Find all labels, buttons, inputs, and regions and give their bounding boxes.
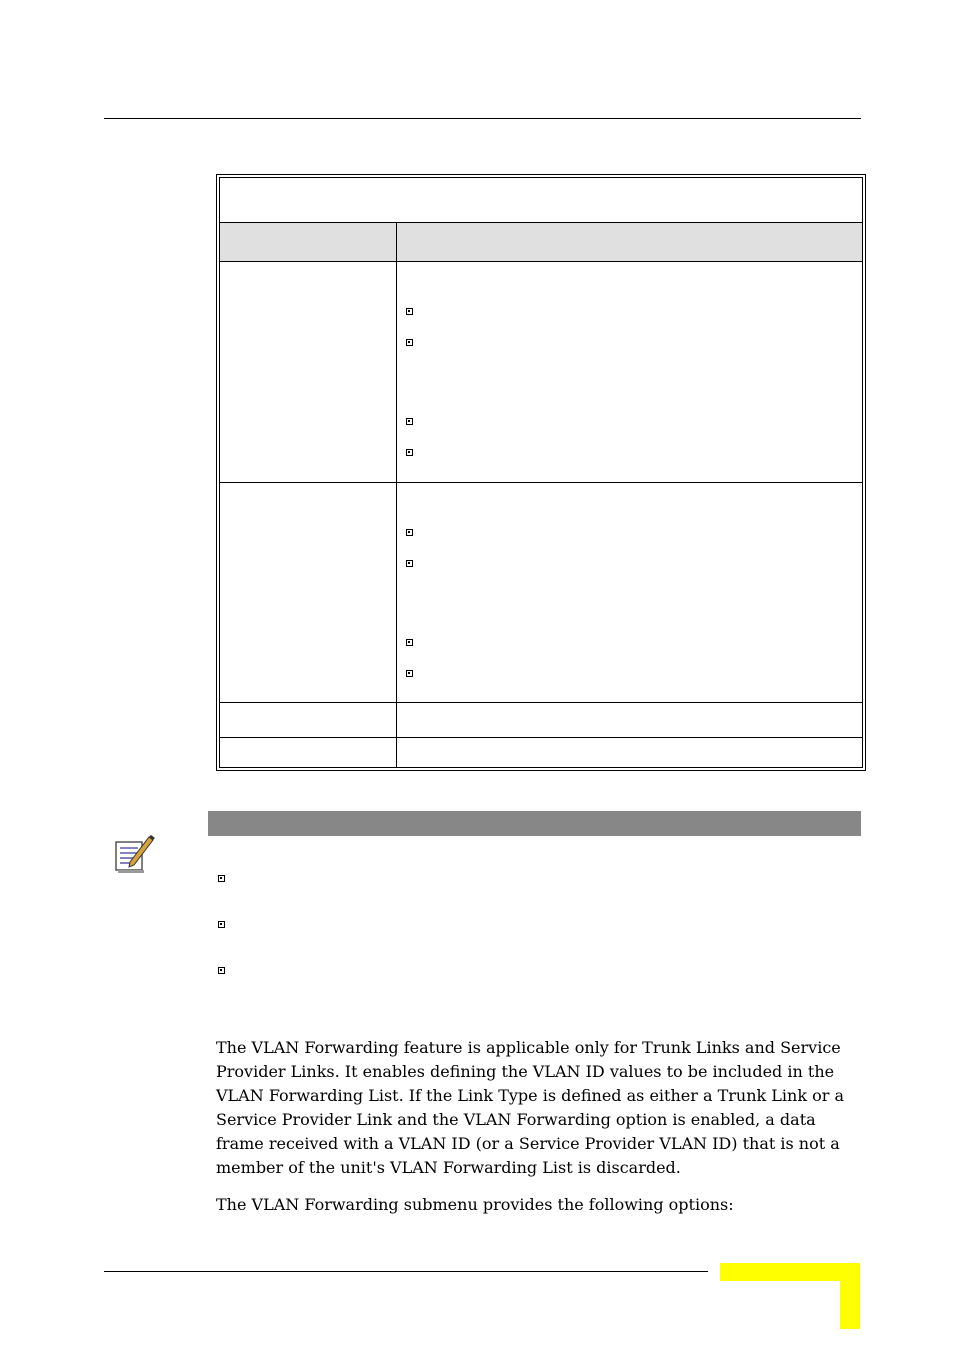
- square-bullet-icon: [406, 560, 413, 567]
- square-bullet-icon: [218, 921, 225, 928]
- footer-rule: [104, 1271, 708, 1272]
- square-bullet-icon: [218, 967, 225, 974]
- square-bullet-icon: [406, 449, 413, 456]
- square-bullet-icon: [406, 529, 413, 536]
- note-header-bar: [208, 811, 861, 836]
- table-row-divider: [220, 737, 862, 738]
- square-bullet-icon: [406, 308, 413, 315]
- header-rule: [104, 118, 861, 119]
- square-bullet-icon: [406, 670, 413, 677]
- table-column-divider: [396, 222, 397, 767]
- square-bullet-icon: [406, 339, 413, 346]
- vlan-forwarding-options-intro: The VLAN Forwarding submenu provides the following options:: [216, 1195, 734, 1214]
- table-row-divider: [220, 702, 862, 703]
- table-row-divider: [220, 482, 862, 483]
- link-type-table: [216, 174, 866, 771]
- table-header-row: [220, 223, 862, 261]
- vlan-forwarding-description: The VLAN Forwarding feature is applicable only for Trunk Links and Service Provider Links. It enables defining the VLAN ID values to be included in the VLAN Forwarding List. If the Link Type is defined as either a Trunk Link or a Service Provider Link and the VLAN Forwarding option is enabled, a data frame received with a VLAN ID (or a Service Provider VLAN ID) that is not a member of the unit's VLAN Forwarding List is discarded.: [216, 1038, 845, 1177]
- square-bullet-icon: [406, 639, 413, 646]
- notepad-pencil-icon: [114, 834, 156, 874]
- square-bullet-icon: [406, 418, 413, 425]
- table-header-divider: [220, 261, 862, 262]
- square-bullet-icon: [218, 875, 225, 882]
- table-frame: [219, 177, 863, 768]
- page-number-tab: [720, 1263, 860, 1329]
